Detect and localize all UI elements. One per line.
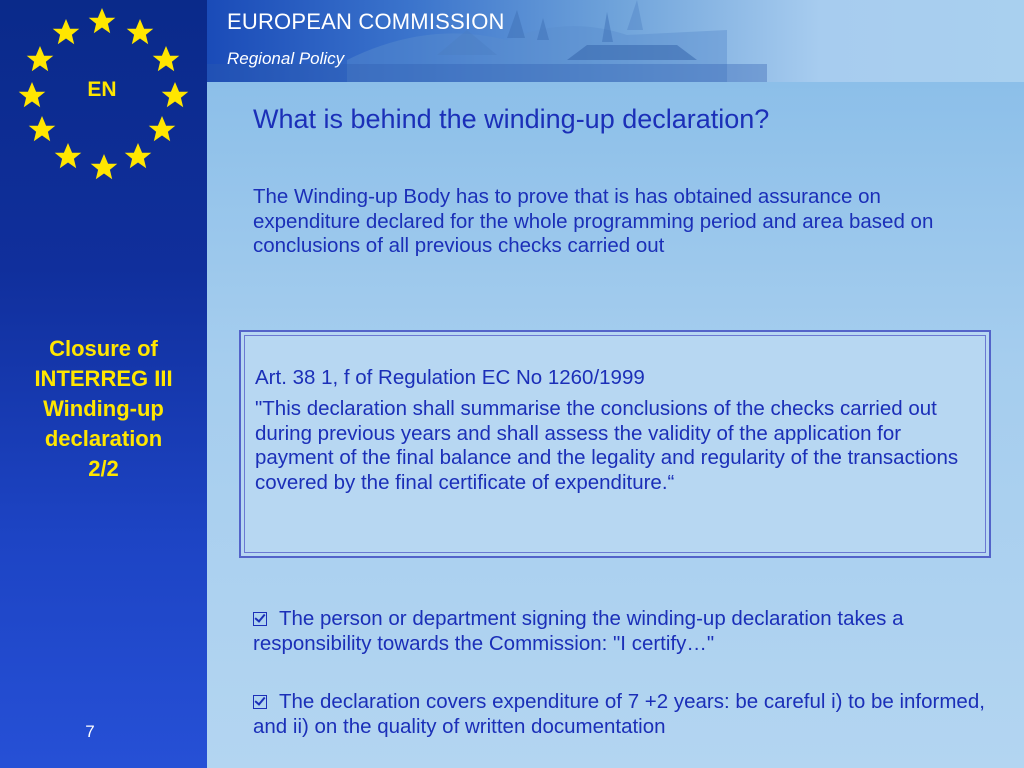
sidebar bbox=[0, 0, 207, 768]
organisation-subtitle: Regional Policy bbox=[227, 49, 345, 68]
section-title-line: 2/2 bbox=[88, 456, 119, 481]
page-number: 7 bbox=[85, 722, 95, 741]
checkbox-bullet-icon bbox=[253, 695, 267, 709]
regulation-quote-box bbox=[239, 330, 991, 558]
bullet-text: The person or department signing the winding-up declaration takes a responsibility towards the Commission: "I certify…" bbox=[253, 607, 904, 655]
organisation-title: EUROPEAN COMMISSION bbox=[227, 9, 505, 34]
section-title-line: Closure of bbox=[49, 336, 158, 361]
section-title-line: Winding-up bbox=[43, 396, 164, 421]
bullet-text: The declaration covers expenditure of 7 +2 years: be careful i) to be informed, and ii) on the quality of written documentation bbox=[253, 690, 985, 738]
slide-heading: What is behind the winding-up declaration? bbox=[253, 104, 770, 134]
header-banner bbox=[207, 0, 1024, 82]
section-title bbox=[0, 334, 207, 484]
section-title-line: INTERREG III bbox=[34, 366, 173, 391]
language-label: EN bbox=[87, 78, 117, 101]
section-title-line: declaration bbox=[44, 426, 163, 451]
checkbox-bullet-icon bbox=[253, 612, 267, 626]
intro-paragraph: The Winding-up Body has to prove that is has obtained assurance on expenditure declared for the whole programming period and area based on conclusions of all previous checks carried out bbox=[253, 185, 934, 257]
quote-reference: Art. 38 1, f of Regulation EC No 1260/1999 bbox=[255, 366, 645, 389]
bullet-item bbox=[253, 690, 993, 739]
slide-content bbox=[207, 82, 1024, 768]
bullet-item bbox=[253, 607, 993, 656]
quote-text: "This declaration shall summarise the conclusions of the checks carried out during previous years and shall assess the validity of the application for payment of the final balance and the legality and regularity of the transactions covered by the final certificate of expenditure.“ bbox=[255, 397, 959, 494]
